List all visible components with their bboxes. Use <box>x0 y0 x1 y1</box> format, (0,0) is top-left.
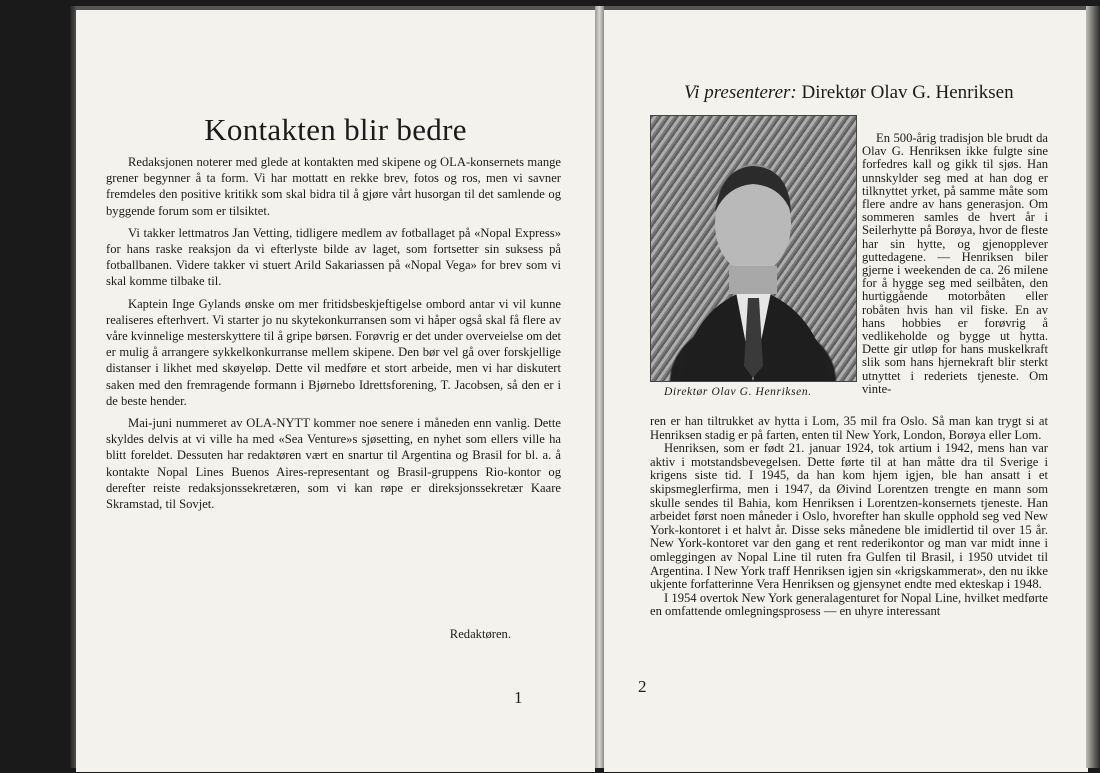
header-name: Direktør Olav G. Henriksen <box>801 82 1014 103</box>
paragraph: En 500-årig tradisjon ble brudt da Olav G. Henriksen ikke fulgte sine forfedres kall og gikk til sjøs. Han unnskylder seg med at han dog er tilknyttet yrket, på samme måte som flere andre av hans generasjon. Om sommeren samles de hvert år i Seilerhytte på Borøya, hvor de fleste har sin hytte, og gjenopplever guttedagene. — Henriksen biler gjerne i weekenden de ca. 26 milene for å hygge seg med seilbåten, den hurtiggående motorbåten eller robåten hvis han vil fiske. En av hans hobbies er forøvrig å vedlikeholde og bygge ut hytta. Dette gir utløp for hans muskelkraft slik som hans hjernekraft blir sterkt utnyttet i rederiets tjeneste. Om vinte- <box>862 131 1048 396</box>
paragraph: ren er han tiltrukket av hytta i Lom, 35 mil fra Oslo. Så man kan trygt si at Henriksen stadig er på farten, enten til New York, London, Borøya eller Lom. <box>650 414 1048 442</box>
paragraph: Redaksjonen noterer med glede at kontakten med skipene og OLA-konsernets mange grener begynner å ta form. Vi har mottatt en rekke brev, fotos og ros, men vi savner fremdeles den positive kritikk som skal bidra til å gjøre vårt husorgan til det samlende og byggende forum som er tilsiktet. <box>106 155 561 218</box>
page-number: 1 <box>514 688 523 707</box>
portrait-photo <box>650 115 857 382</box>
article-intro-column <box>862 132 1048 396</box>
photo-caption: Direktør Olav G. Henriksen. <box>664 386 812 398</box>
right-page <box>604 6 1088 772</box>
page-number: 2 <box>638 677 647 696</box>
left-page <box>76 6 595 772</box>
signature: Redaktøren. <box>449 627 511 641</box>
portrait-figure <box>651 116 856 381</box>
header-intro: Vi presenterer: <box>684 82 797 103</box>
paragraph: I 1954 overtok New York generalagenturet for Nopal Line, hvilket medførte en omfattende omlegningsprosess — en uhyre interessant <box>650 590 1048 619</box>
article-body-right <box>650 415 1048 619</box>
paragraph: Mai-juni nummeret av OLA-NYTT kommer noe senere i måneden enn vanlig. Dette skyldes delvis at vi ville ha med «Sea Venture»s sjøsetting, en nyhet som ellers ville ha blitt foreldet. Dessuten har redaktøren vært en snartur til Argentina og Brasil for bl. a. å kontakte Nopal Lines Buenos Aires-representant og Brasil-gruppens Rio-kontor og derefter reiste redaksjonssekretæren, som vi kan røpe er direksjonssekretær Kaare Skramstad, til Sovjet. <box>106 416 561 512</box>
paragraph: Henriksen, som er født 21. januar 1924, tok artium i 1942, mens han var aktiv i motstandsbevegelsen. Dette førte til at han måtte dra til Sverige i krigens siste tid. I 1945, da han kom hjem igjen, ble han ansatt i et skipsmeglerfirma, men i 1947, da Øivind Lorentzen trengte en mann som skulle sendes til Bahia, kom Henriksen i Lorentzen-konsernets tjeneste. Han arbeidet først noen måneder i Oslo, hvorefter han skulle opphold seg ved New York-kontoret i et halvt år. Disse seks månedene ble imidlertid til over 15 år. New York-kontoret var den gang et rent rederikontor og man var midt inne i omleggingen av Nopal Line til ruten fra Gulfen til Brasil, i 1950 utvidet til Argentina. I New York traff Henriksen igjen sin «krigskammerat», den nu ikke ukjente forfatterinne Vera Henriksen og gjensynet endte med ekteskap i 1948. <box>650 441 1048 592</box>
paragraph: Kaptein Inge Gylands ønske om mer fritidsbeskjeftigelse ombord antar vi vil kunne realiseres efterhvert. Vi starter jo nu skytekonkurransen som vi håper også skal få flere av våre kvinnelige mesterskyttere til å gripe børsen. Forøvrig er det under overveielse om det er mulig å arrangere sykkelkonkurranse mellem skipene. Den bør vel gå over forskjellige distanser i likhet med skøyeløp. Dette vil medføre et stort arbeide, men vi har diskutert saken med den fremragende formann i Bjørnebo Idrettsforening, T. Jacobsen, så den er i de beste hender. <box>106 296 561 408</box>
article-title: Kontakten blir bedre <box>204 112 467 147</box>
right-edge-shadow <box>1086 6 1100 768</box>
section-header <box>684 82 1014 104</box>
paragraph: Vi takker lettmatros Jan Vetting, tidligere medlem av fotballaget på «Nopal Express» for hans raske reaksjon da vi efterlyste bilde av laget, som fortsetter sin suksess på fotballbanen. Videre takker vi stuert Arild Sakariassen på «Nopal Vega» for brev som vi skal komme tilbake til. <box>106 225 561 289</box>
article-body <box>106 154 561 518</box>
book-gutter <box>595 6 604 768</box>
